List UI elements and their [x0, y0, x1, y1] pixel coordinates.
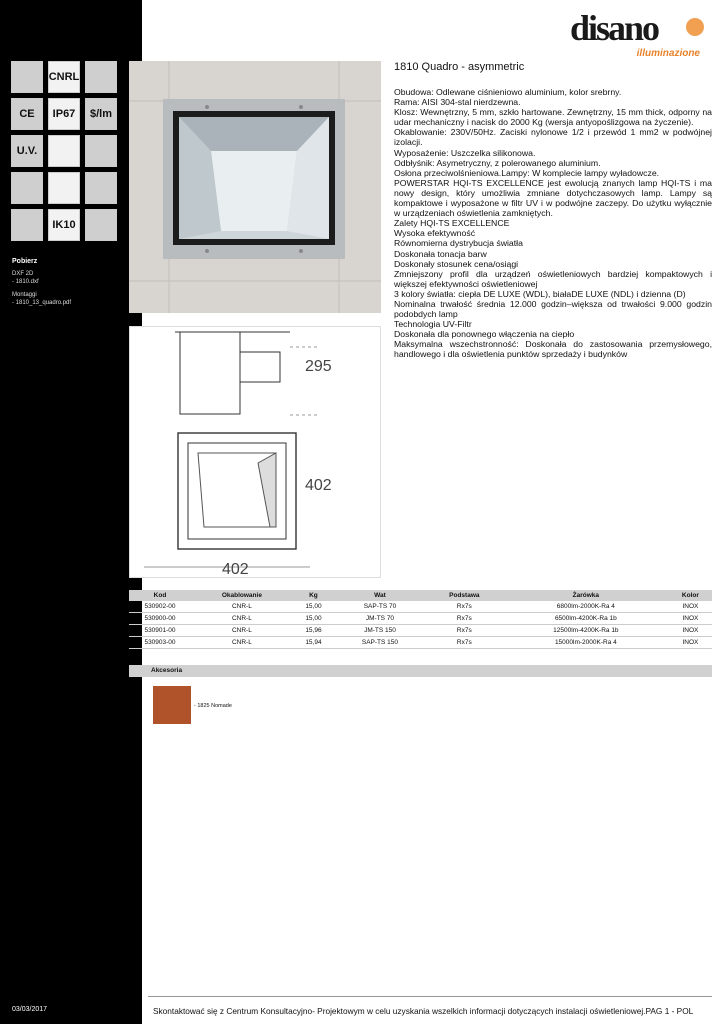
column-header: Żarówka [503, 590, 669, 601]
light-shape-icon [11, 61, 43, 93]
table-row [129, 637, 712, 649]
brand-logo [570, 8, 710, 59]
spec-table [129, 590, 712, 649]
ik10-icon [48, 209, 80, 241]
description-line: Doskonała dla ponownego włączenia na ciepło [394, 329, 575, 340]
table-cell: 530900-00 [129, 613, 191, 625]
mount-link[interactable]: - 1810_13_quadro.pdf [12, 300, 72, 306]
description-line: 3 kolory światła: ciepła DE LUXE (WDL), białaDE LUXE (NDL) i dzienna (D) [394, 288, 686, 299]
product-photo [129, 61, 381, 313]
description-line: Wysoka efektywność [394, 228, 476, 239]
table-cell: 15,00 [293, 601, 334, 613]
ce-mark-icon [11, 98, 43, 130]
description-line: Wyposażenie: Uszczelka silikonowa. [394, 147, 536, 158]
description-line: Maksymalna wszechstronność: Doskonała do zastosowania przemysłowego, handlowego i dla oświetlenia punktów sprzedaży i budynków [394, 339, 712, 360]
description-line: Klosz: Wewnętrzny, 5 mm, szkło hartowane. Zewnętrzny, 15 mm thick, odporny na udar mechaniczny i nacisk do 2000 Kg (wersja antyopoślizgowa na życzenie). [394, 107, 712, 128]
accessories-title: Akcesoria [129, 665, 712, 677]
table-cell: Rx7s [426, 637, 503, 649]
description-line: Odbłyśnik: Asymetryczny, z polerowanego aluminium. [394, 157, 601, 168]
description-line: Doskonała tonacja barw [394, 248, 487, 259]
glass-icon [48, 135, 80, 167]
table-cell: SAP-TS 70 [334, 601, 426, 613]
table-cell: INOX [669, 637, 712, 649]
downloads-title: Pobierz [12, 258, 38, 265]
logo-dot-icon [686, 18, 704, 36]
icon-label: U.V. [16, 145, 38, 157]
sidebar [0, 0, 142, 1024]
column-header: Kg [293, 590, 334, 601]
product-description [394, 87, 712, 360]
hammer-icon [85, 135, 117, 167]
description-line: Obudowa: Odlewane ciśnieniowo aluminium, kolor srebrny. [394, 87, 622, 97]
table-cell: Rx7s [426, 625, 503, 637]
icon-label: IK10 [52, 219, 76, 231]
car-load-icon [11, 172, 43, 204]
table-cell: 15000lm-2000K-Ra 4 [503, 637, 669, 649]
ip67-icon [48, 98, 80, 130]
table-cell: CNR-L [191, 625, 293, 637]
column-header: Podstawa [426, 590, 503, 601]
uv-filter-icon [11, 135, 43, 167]
table-row [129, 613, 712, 625]
description-line: POWERSTAR HQI-TS EXCELLENCE jest ewolucją znanych lamp HQI-TS i ma nowy design, który umożliwia zmniane dotychczasowych lamp. Lampy są kompaktowe i wyposażone w filtr UV i w podwójne zaczepy. Do użytku wyłącznie w urządzeniach oświetlenia zamkniętych. [394, 177, 712, 219]
description-line: Zmniejszony profil dla urządzeń oświetleniowych bardziej kompaktowych i większej efektywności oświetleniowej [394, 268, 712, 289]
table-cell: CNR-L [191, 601, 293, 613]
brand-name: disano [570, 8, 659, 48]
table-cell: 530903-00 [129, 637, 191, 649]
table-row [129, 625, 712, 637]
table-cell: INOX [669, 601, 712, 613]
footer-text: Skontaktować się z Centrum Konsultacyjno- Projektowym w celu uzyskania wszelkich informacji dotyczących instalacji oświetleniowej.PAG 1 - POL [153, 1006, 694, 1016]
table-cell: INOX [669, 625, 712, 637]
table-cell: SAP-TS 150 [334, 637, 426, 649]
icon-label: $/lm [89, 108, 112, 120]
description-line: Doskonały stosunek cena/osiągi [394, 258, 519, 269]
brand-sub: illuminazione [636, 48, 700, 59]
tower-icon [11, 209, 43, 241]
mount-label: Montaggi [12, 292, 37, 298]
table-cell: INOX [669, 613, 712, 625]
table-cell: 15,96 [293, 625, 334, 637]
product-title: 1810 Quadro - asymmetric [394, 61, 525, 73]
description-line: Równomierna dystrybucja światła [394, 238, 523, 249]
description-line: Okablowanie: 230V/50Hz. Zaciski nylonowe 1/2 i przewód 1 mm2 w podwójnej izolacji. [394, 127, 712, 148]
description-line: Nominalna trwałość średnia 12.000 godzin–większa od trwałości 9.000 godzin podobdych lamp [394, 298, 712, 320]
electrical-icon [85, 172, 117, 204]
lumen-per-dollar-icon [85, 98, 117, 130]
description-line: Technologia UV-Filtr [394, 319, 472, 330]
table-row [129, 601, 712, 613]
table-cell: CNR-L [191, 613, 293, 625]
description-line: Rama: AISI 304-stal nierdzewna. [394, 97, 521, 108]
table-header [129, 590, 712, 601]
icon-label: CNRL [48, 71, 80, 83]
table-cell: 6800lm-2000K-Ra 4 [503, 601, 669, 613]
print-date: 03/03/2017 [12, 1006, 48, 1013]
table-cell: Rx7s [426, 601, 503, 613]
accessory-label[interactable]: - 1825 Nomade [194, 703, 232, 709]
table-cell: 6500lm-4200K-Ra 1b [503, 613, 669, 625]
double-insulation-icon [85, 61, 117, 93]
cnrl-icon [48, 61, 80, 93]
icon-label: IP67 [52, 108, 76, 120]
dxf-label: DXF 2D [12, 271, 34, 277]
table-cell: CNR-L [191, 637, 293, 649]
footer-divider [148, 996, 712, 997]
dim-height: 295 [305, 358, 332, 375]
dxf-link[interactable]: - 1810.dxf [12, 279, 39, 285]
column-header: Okablowanie [191, 590, 293, 601]
table-cell: JM-TS 70 [334, 613, 426, 625]
table-cell: 530902-00 [129, 601, 191, 613]
technical-drawing [129, 326, 381, 578]
foot-icon [85, 209, 117, 241]
column-header: Kod [129, 590, 191, 601]
accessory-image[interactable] [153, 686, 191, 724]
column-header: Kolor [669, 590, 712, 601]
table-cell: 530901-00 [129, 625, 191, 637]
description-line: Zalety HQI-TS EXCELLENCE [394, 218, 510, 229]
dim-bottom: 402 [222, 561, 249, 578]
installation-icon [48, 172, 80, 204]
table-cell: 12500lm-4200K-Ra 1b [503, 625, 669, 637]
table-cell: Rx7s [426, 613, 503, 625]
description-line: Osłona przeciwolśnieniowa.Lampy: W komplecie lampy wyładowcze. [394, 167, 660, 178]
column-header: Wat [334, 590, 426, 601]
icon-label: CE [19, 108, 35, 120]
table-cell: 15,94 [293, 637, 334, 649]
table-cell: 15,00 [293, 613, 334, 625]
table-cell: JM-TS 150 [334, 625, 426, 637]
dim-right: 402 [305, 477, 332, 494]
